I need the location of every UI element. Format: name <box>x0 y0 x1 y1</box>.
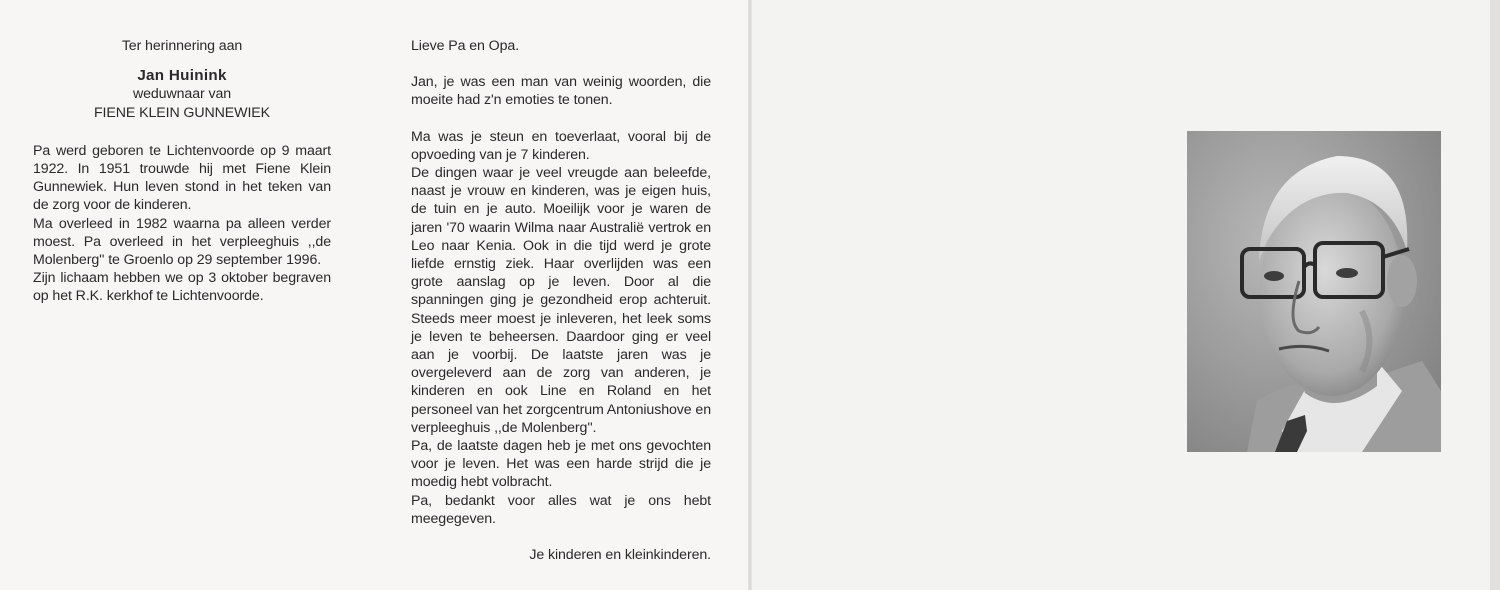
obituary-column <box>33 37 331 306</box>
letter-paragraph: De dingen waar je veel vreugde aan beleefde, naast je vrouw en kinderen, was je eigen huis, de tuin en je auto. Moeilijk voor je waren de jaren '70 waarin Wilma naar Australië vertrok en Leo naar Kenia. Ook in die tijd werd je grote liefde ernstig ziek. Haar overlijden was een grote aanslag op je leven. Door al die spanningen ging je gezondheid erop achteruit. Steeds meer moest je inleveren, het leek soms je leven te beheersen. Daardoor ging er veel aan je voorbij. De laatste jaren was je overgeleverd aan de zorg van anderen, je kinderen en ook Line en Roland en het personeel van het zorgcentrum Antoniushove en verpleeghuis ,,de Molenberg''. <box>411 165 711 436</box>
letter-salutation: Lieve Pa en Opa. <box>411 38 520 54</box>
letter-column <box>411 37 711 564</box>
biography-paragraph: Pa werd geboren te Lichtenvoorde op 9 maart 1922. In 1951 trouwde hij met Fiene Klein Gunnewiek. Hun leven stond in het teken van de zorg voor de kinderen. <box>33 142 331 214</box>
card-edge <box>1490 0 1500 590</box>
biography-paragraph: Zijn lichaam hebben we op 3 oktober begraven op het R.K. kerkhof te Lichtenvoorde. <box>33 270 331 305</box>
card-fold <box>748 0 752 590</box>
portrait-photo <box>1187 131 1441 452</box>
letter-paragraph: Pa, bedankt voor alles wat je ons hebt meegegeven. <box>411 492 711 527</box>
deceased-name: Jan Huinink <box>137 67 227 85</box>
letter-paragraph: Jan, je was een man van weinig woorden, die moeite had z'n emoties te tonen. <box>411 74 711 109</box>
spouse-name: FIENE KLEIN GUNNEWIEK <box>93 104 271 121</box>
letter-paragraph: Pa, de laatste dagen heb je met ons gevochten voor je leven. Het was een harde strijd die je moedig hebt volbracht. <box>411 438 711 491</box>
portrait-icon <box>1187 131 1441 452</box>
relation-text: weduwnaar van <box>132 86 232 103</box>
remembrance-header: Ter herinnering aan <box>121 38 243 54</box>
letter-paragraph: Ma was je steun en toeverlaat, vooral bij de opvoeding van je 7 kinderen. <box>411 128 711 163</box>
letter-signature: Je kinderen en kleinkinderen. <box>529 547 711 564</box>
biography-paragraph: Ma overleed in 1982 waarna pa alleen verder moest. Pa overleed in het verpleeghuis ,,de Molenberg'' te Groenlo op 29 september 1996. <box>33 215 331 269</box>
